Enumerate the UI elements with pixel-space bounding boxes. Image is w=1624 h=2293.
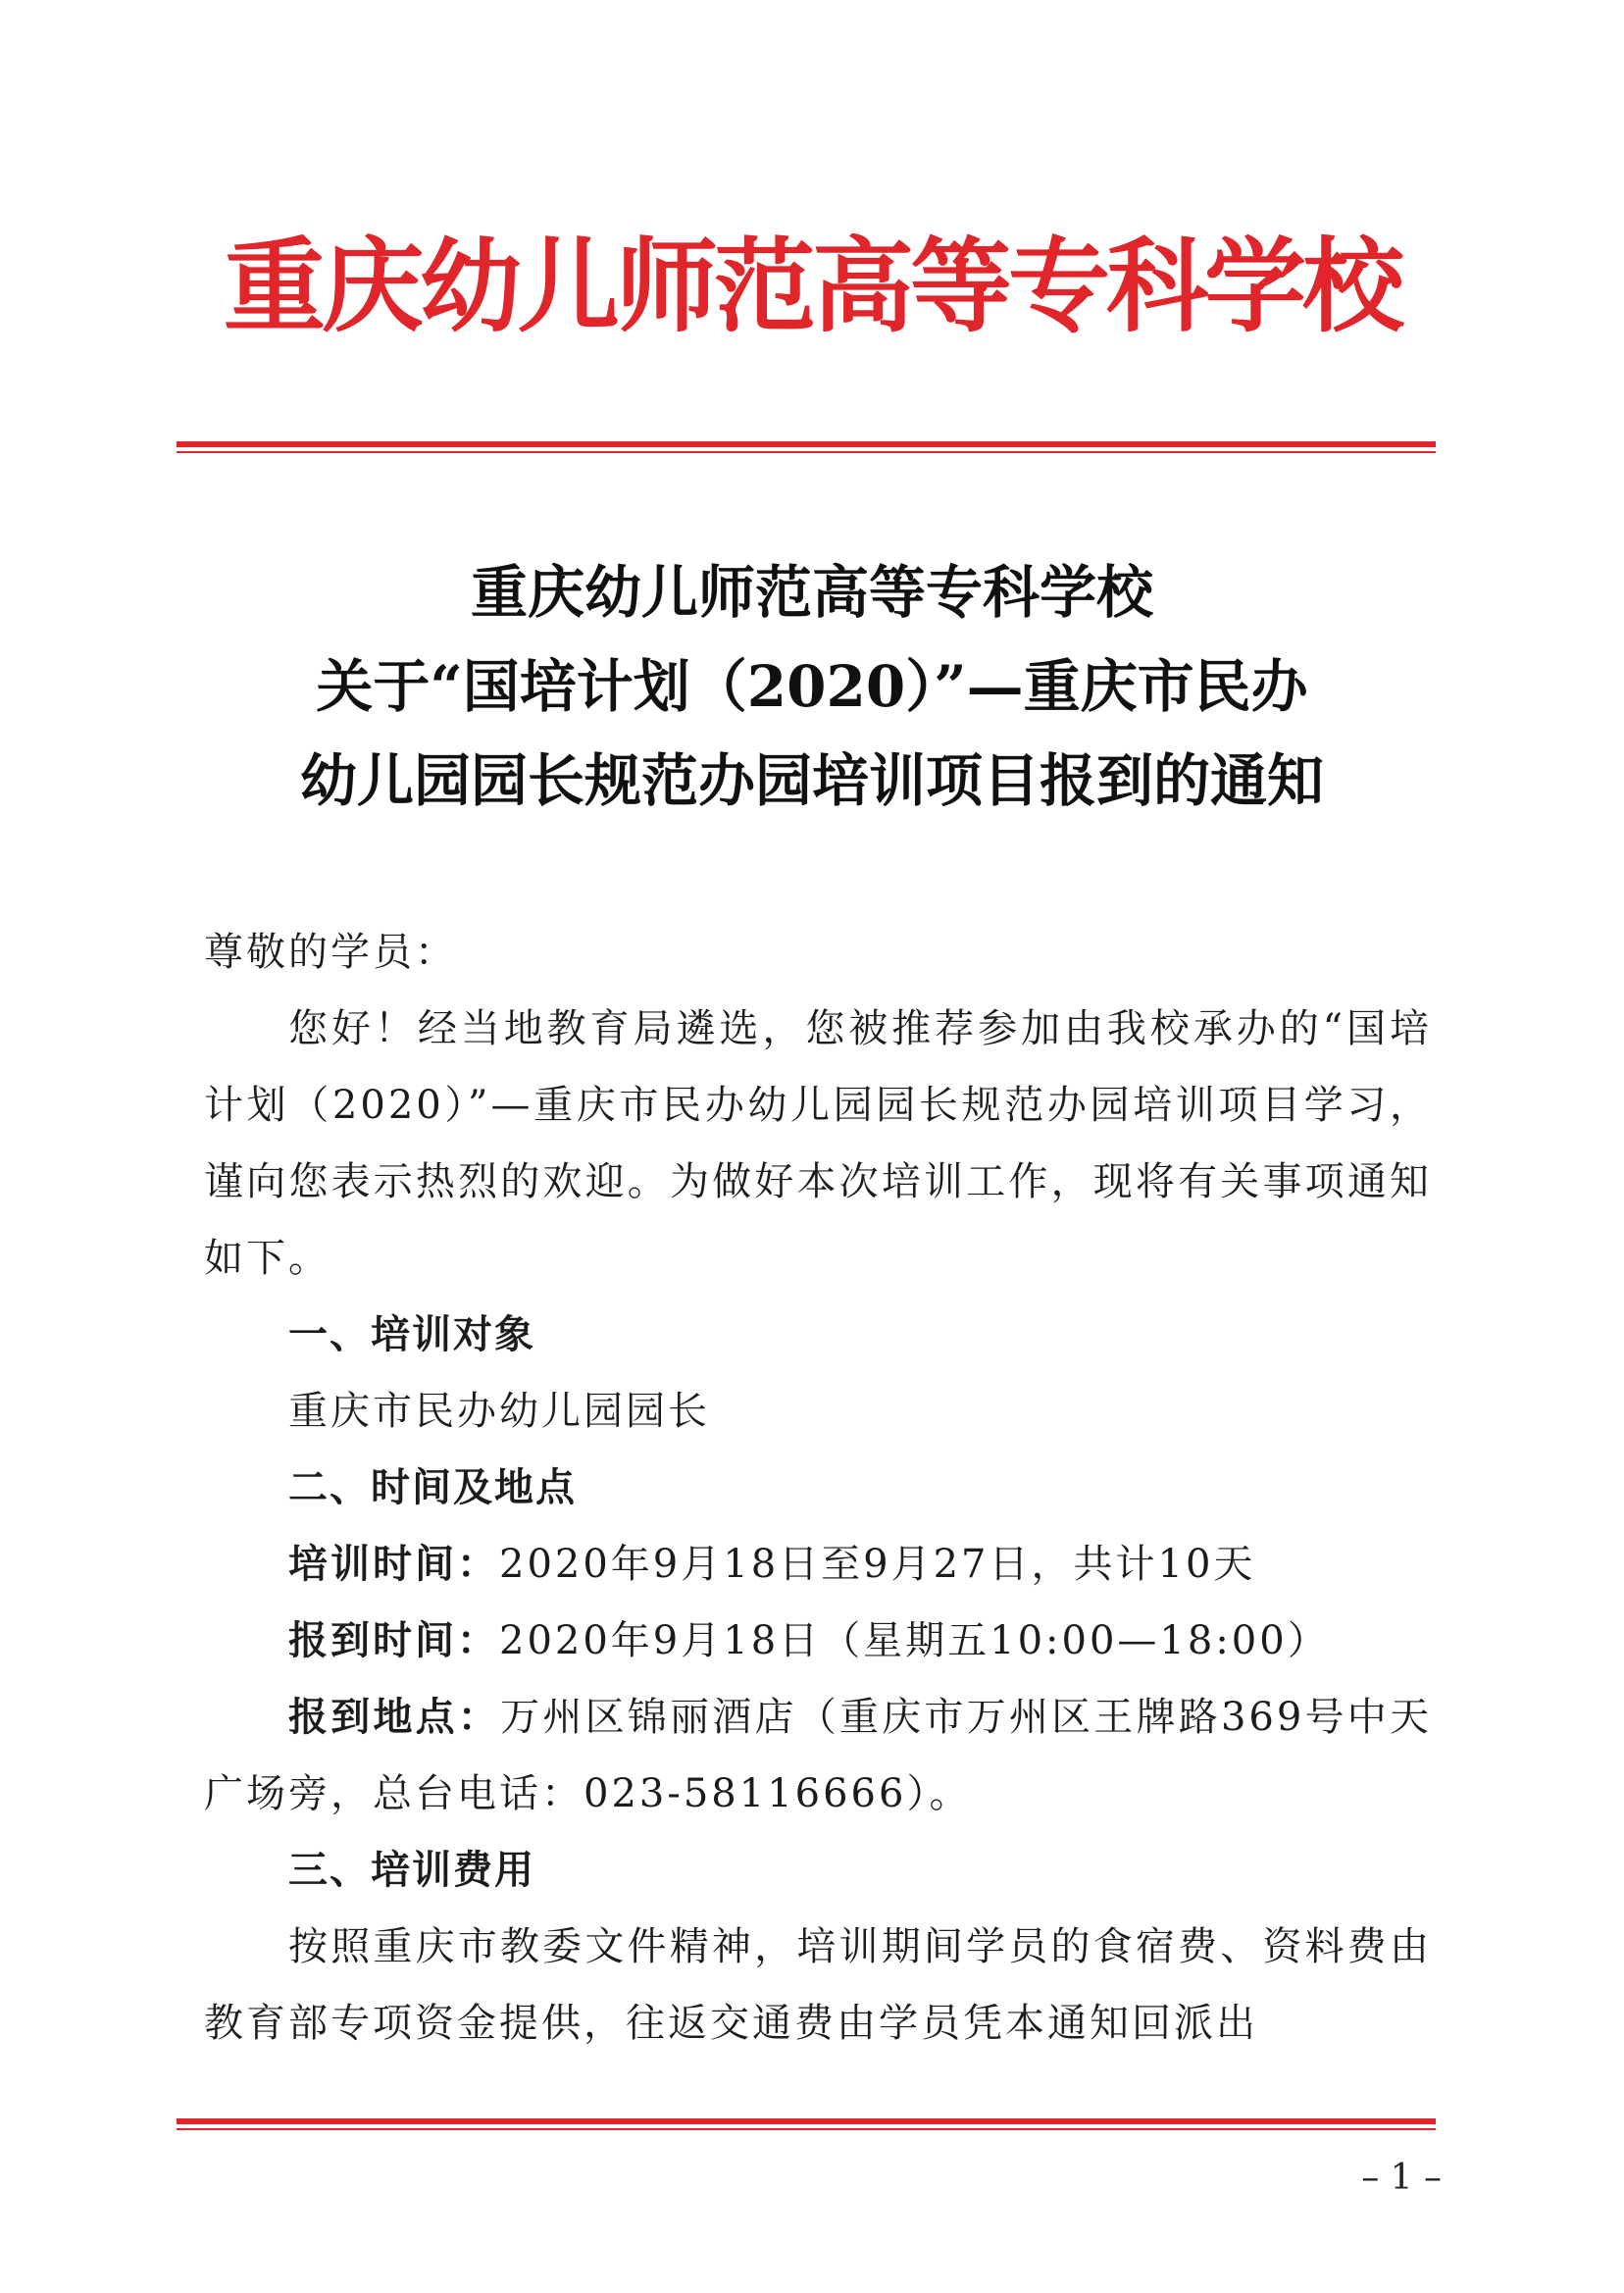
- checkin-place-line: [204, 1679, 1432, 1832]
- checkin-time-line: [204, 1603, 1432, 1679]
- document-body: [204, 914, 1432, 2062]
- intro-paragraph: 您好！经当地教育局遴选，您被推荐参加由我校承办的“国培计划（2020）”—重庆市民办幼儿园园长规范办园培训项目学习，谨向您表示热烈的欢迎。为做好本次培训工作，现将有关事项通知如下。: [204, 1006, 1432, 1281]
- section-3-text: 按照重庆市教委文件精神，培训期间学员的食宿费、资料费由教育部专项资金提供，往返交通费由学员凭本通知回派出: [204, 1924, 1432, 2046]
- checkin-place-label: 报到地点：: [288, 1695, 501, 1740]
- letterhead-red-rule: [177, 441, 1436, 447]
- section-1-text: 重庆市民办幼儿园园长: [288, 1389, 710, 1434]
- checkin-place-value: 万州区锦丽酒店（重庆市万州区王牌路369号中天广场旁，总台电话：023-58116666）。: [204, 1695, 1433, 1816]
- footer-red-rule: [177, 2118, 1436, 2124]
- training-time-line: [204, 1526, 1432, 1603]
- section-heading-2: 二、时间及地点: [288, 1465, 577, 1510]
- page-number: – 1 –: [1361, 2158, 1442, 2198]
- section-heading-3: 三、培训费用: [288, 1848, 535, 1893]
- letterhead-org-name: 重庆幼儿师范高等专科学校: [223, 227, 1400, 346]
- title-line-2: 关于“国培计划（2020）”—重庆市民办: [316, 653, 1308, 720]
- checkin-time-label: 报到时间：: [288, 1618, 499, 1663]
- section-heading-1: 一、培训对象: [288, 1312, 535, 1357]
- training-time-value: 2020年9月18日至9月27日，共计10天: [499, 1542, 1256, 1587]
- title-line-1: 重庆幼儿师范高等专科学校: [470, 559, 1153, 626]
- salutation: 尊敬的学员：: [204, 930, 457, 975]
- training-time-label: 培训时间：: [288, 1542, 499, 1587]
- title-line-3: 幼儿园园长规范办园培训项目报到的通知: [299, 747, 1324, 814]
- checkin-time-value: 2020年9月18日（星期五10:00—18:00）: [499, 1618, 1330, 1663]
- document-title: [0, 545, 1624, 828]
